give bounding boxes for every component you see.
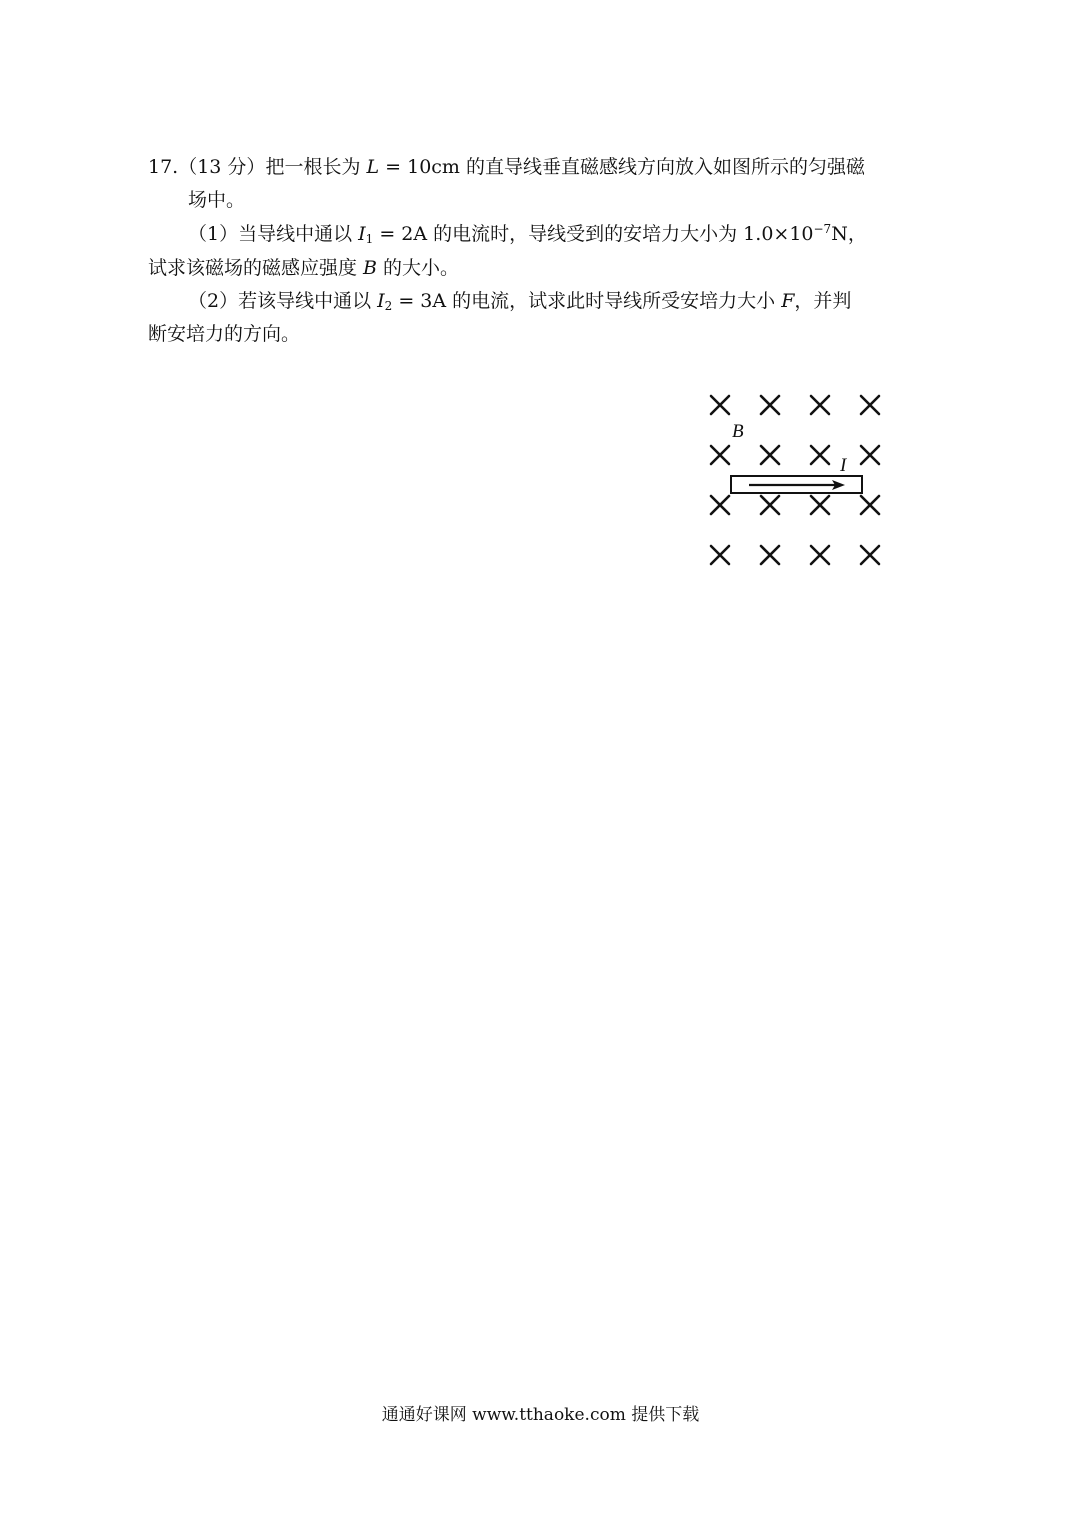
part-2-text: 断安培力的方向。 — [148, 323, 301, 345]
field-cross-r2c1 — [711, 446, 729, 464]
field-cross-r3c3 — [811, 496, 829, 514]
part-2-line-2 — [148, 322, 300, 346]
problem-text: = 10cm 的直导线垂直磁感线方向放入如图所示的匀强磁 — [379, 156, 865, 178]
problem-text: 把一根长为 — [265, 156, 367, 178]
part-1-label: （1） — [188, 223, 239, 245]
variable-L: L — [366, 156, 380, 178]
part-1-text: 当导线中通以 — [238, 223, 359, 245]
variable-F: F — [781, 290, 795, 312]
field-cross-r1c3 — [811, 396, 829, 414]
part-1-text: N， — [831, 223, 867, 245]
field-cross-r3c2 — [761, 496, 779, 514]
problem-text: 场中。 — [188, 189, 246, 211]
part-2-text: = 3A 的电流，试求此时导线所受安培力大小 — [392, 290, 782, 312]
part-1-line-1 — [188, 222, 867, 246]
exponent: −7 — [813, 222, 832, 236]
magnetic-field-figure — [700, 385, 900, 575]
subscript: 2 — [384, 299, 393, 313]
field-cross-r4c3 — [811, 546, 829, 564]
problem-points: （13 分） — [178, 156, 266, 178]
field-cross-r1c4 — [861, 396, 879, 414]
field-cross-r4c1 — [711, 546, 729, 564]
field-cross-r4c2 — [761, 546, 779, 564]
part-1-text: 试求该磁场的磁感应强度 — [148, 257, 364, 279]
subscript: 1 — [365, 232, 374, 246]
field-cross-r2c4 — [861, 446, 879, 464]
footer-source: 通通好课网 www.tthaoke.com 提供下载 — [381, 1405, 700, 1425]
field-cross-r4c4 — [861, 546, 879, 564]
problem-line-2 — [188, 188, 245, 212]
field-cross-r1c1 — [711, 396, 729, 414]
field-label-B: B — [732, 421, 744, 442]
part-2-line-1 — [188, 289, 851, 313]
problem-number: 17. — [148, 156, 179, 178]
variable-B: B — [363, 257, 378, 279]
field-cross-r2c3 — [811, 446, 829, 464]
problem-line-1 — [148, 155, 865, 179]
part-2-text: ，并判 — [794, 290, 852, 312]
part-2-label: （2） — [188, 290, 239, 312]
field-cross-r1c2 — [761, 396, 779, 414]
field-diagram — [700, 385, 900, 575]
variable-I: I — [358, 223, 366, 245]
part-2-text: 若该导线中通以 — [238, 290, 378, 312]
current-label-I: I — [840, 455, 847, 476]
field-cross-r3c1 — [711, 496, 729, 514]
field-cross-r3c4 — [861, 496, 879, 514]
field-cross-r2c2 — [761, 446, 779, 464]
part-1-line-2 — [148, 256, 459, 280]
variable-I: I — [377, 290, 385, 312]
part-1-text: 的大小。 — [377, 257, 460, 279]
part-1-text: = 2A 的电流时，导线受到的安培力大小为 1.0×10 — [373, 223, 814, 245]
